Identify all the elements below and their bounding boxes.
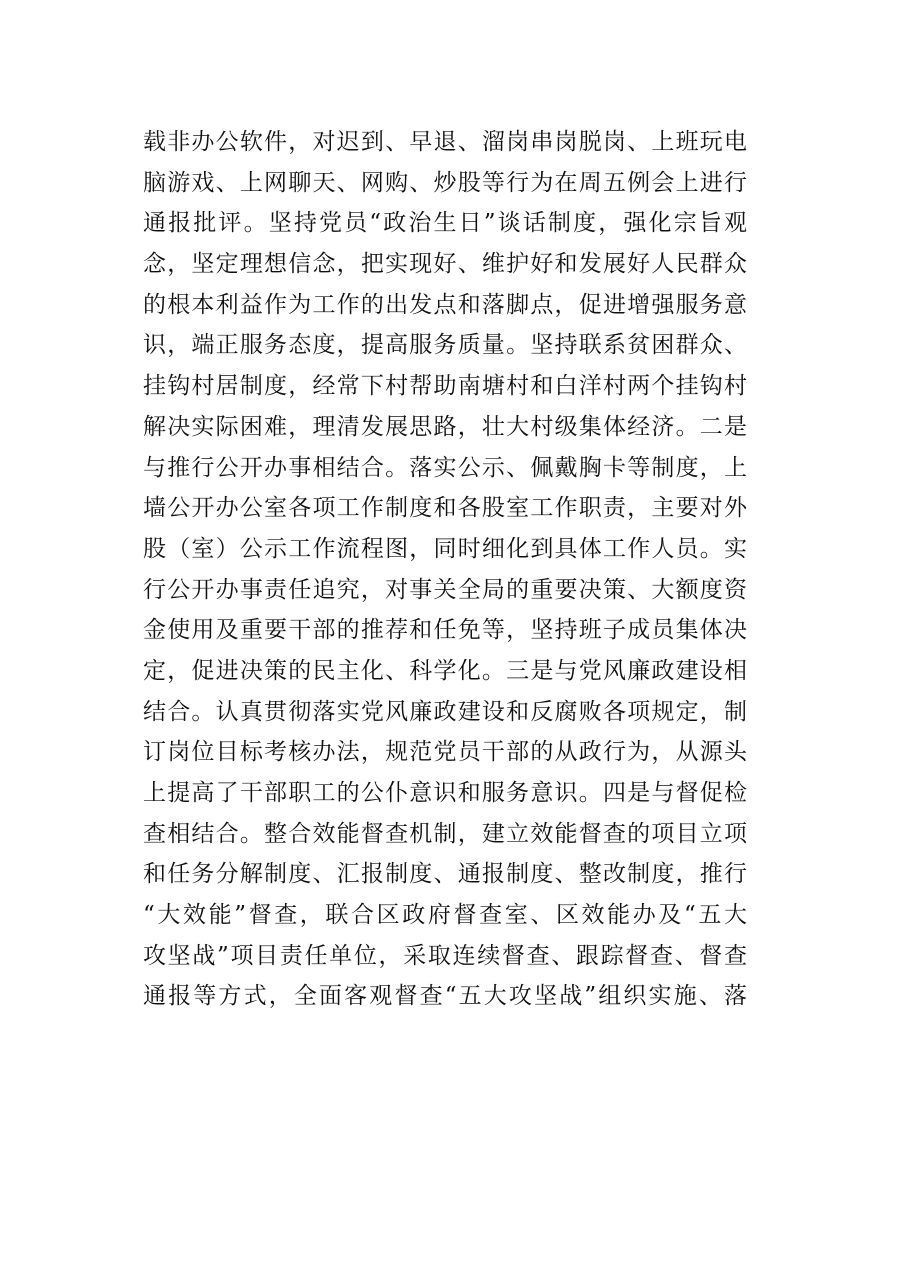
text-line: 脑游戏、上网聊天、网购、炒股等行为在周五例会上进行 xyxy=(143,169,747,196)
text-line: 通报等方式，全面客观督查“五大攻坚战”组织实施、落 xyxy=(143,983,747,1010)
text-line: “大效能”督查，联合区政府督查室、区效能办及“五大 xyxy=(143,902,747,929)
text-line: 定，促进决策的民主化、科学化。三是与党风廉政建设相 xyxy=(143,657,747,684)
text-line: 与推行公开办事相结合。落实公示、佩戴胸卡等制度，上 xyxy=(143,454,747,481)
text-line: 墙公开办公室各项工作制度和各股室工作职责，主要对外 xyxy=(143,495,747,522)
text-line: 念，坚定理想信念，把实现好、维护好和发展好人民群众 xyxy=(143,251,747,278)
text-line: 和任务分解制度、汇报制度、通报制度、整改制度，推行 xyxy=(143,861,747,888)
text-line: 行公开办事责任追究，对事关全局的重要决策、大额度资 xyxy=(143,576,747,603)
text-line: 金使用及重要干部的推荐和任免等，坚持班子成员集体决 xyxy=(143,617,747,644)
text-line: 订岗位目标考核办法，规范党员干部的从政行为，从源头 xyxy=(143,739,747,766)
text-line: 结合。认真贯彻落实党风廉政建设和反腐败各项规定，制 xyxy=(143,698,747,725)
text-line: 识，端正服务态度，提高服务质量。坚持联系贫困群众、 xyxy=(143,332,747,359)
body-paragraph xyxy=(143,122,747,1017)
text-line: 的根本利益作为工作的出发点和落脚点，促进增强服务意 xyxy=(143,291,747,318)
text-line: 载非办公软件，对迟到、早退、溜岗串岗脱岗、上班玩电 xyxy=(143,129,747,155)
text-line: 解决实际困难，理清发展思路，壮大村级集体经济。二是 xyxy=(143,413,747,440)
text-line: 上提高了干部职工的公仆意识和服务意识。四是与督促检 xyxy=(143,780,747,806)
text-line: 通报批评。坚持党员“政治生日”谈话制度，强化宗旨观 xyxy=(143,210,747,237)
text-line: 股（室）公示工作流程图，同时细化到具体工作人员。实 xyxy=(143,535,747,562)
text-line: 挂钩村居制度，经常下村帮助南塘村和白洋村两个挂钩村 xyxy=(143,373,747,400)
text-line: 攻坚战”项目责任单位，采取连续督查、跟踪督查、督查 xyxy=(143,942,747,969)
text-line: 查相结合。整合效能督查机制，建立效能督查的项目立项 xyxy=(143,820,747,847)
